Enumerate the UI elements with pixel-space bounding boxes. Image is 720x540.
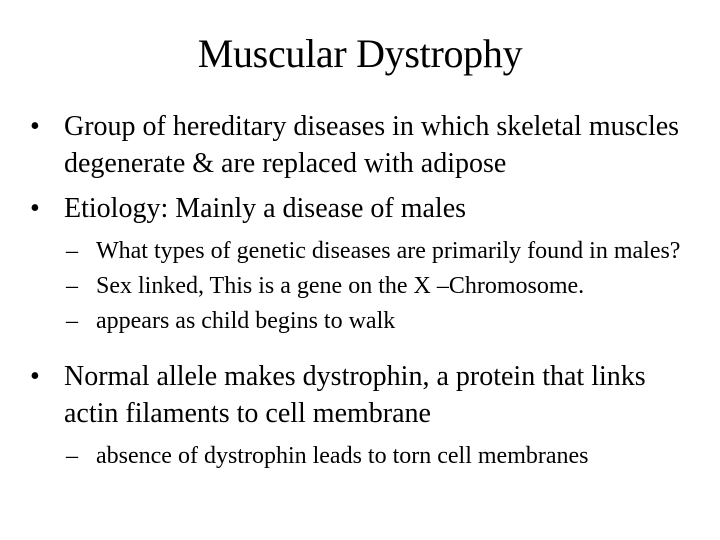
- sub-bullet-torn-membranes: [66, 442, 702, 471]
- slide-title: Muscular Dystrophy: [197, 31, 523, 76]
- sub-bullet-text: absence of dystrophin leads to torn cell membranes: [96, 443, 589, 469]
- slide-body: [30, 108, 702, 471]
- sub-bullet-text: Sex linked, This is a gene on the X –Chromosome.: [96, 273, 585, 299]
- dash-glyph: –: [66, 273, 78, 299]
- sub-bullet-text: What types of genetic diseases are primarily found in males?: [96, 238, 681, 264]
- bullet-glyph: •: [30, 361, 40, 392]
- sub-bullet-genetic-question: [66, 237, 702, 266]
- bullet-text: Normal allele makes dystrophin, a protein that links actin filaments to cell membrane: [64, 361, 646, 429]
- bullet-glyph: •: [30, 111, 40, 142]
- bullet-text: Etiology: Mainly a disease of males: [64, 193, 467, 224]
- bullet-item-etiology: [30, 190, 702, 227]
- bullet-item-hereditary: [30, 108, 702, 182]
- bullet-glyph: •: [30, 193, 40, 224]
- dash-glyph: –: [66, 238, 78, 264]
- dash-glyph: –: [66, 443, 78, 469]
- dash-glyph: –: [66, 308, 78, 334]
- bullet-text: Group of hereditary diseases in which skeletal muscles degenerate & are replaced with adipose: [64, 111, 680, 179]
- bullet-item-dystrophin: [30, 358, 702, 432]
- sub-bullet-sex-linked: [66, 272, 702, 301]
- sub-bullet-child-walk: [66, 307, 702, 336]
- sub-bullet-text: appears as child begins to walk: [96, 308, 396, 334]
